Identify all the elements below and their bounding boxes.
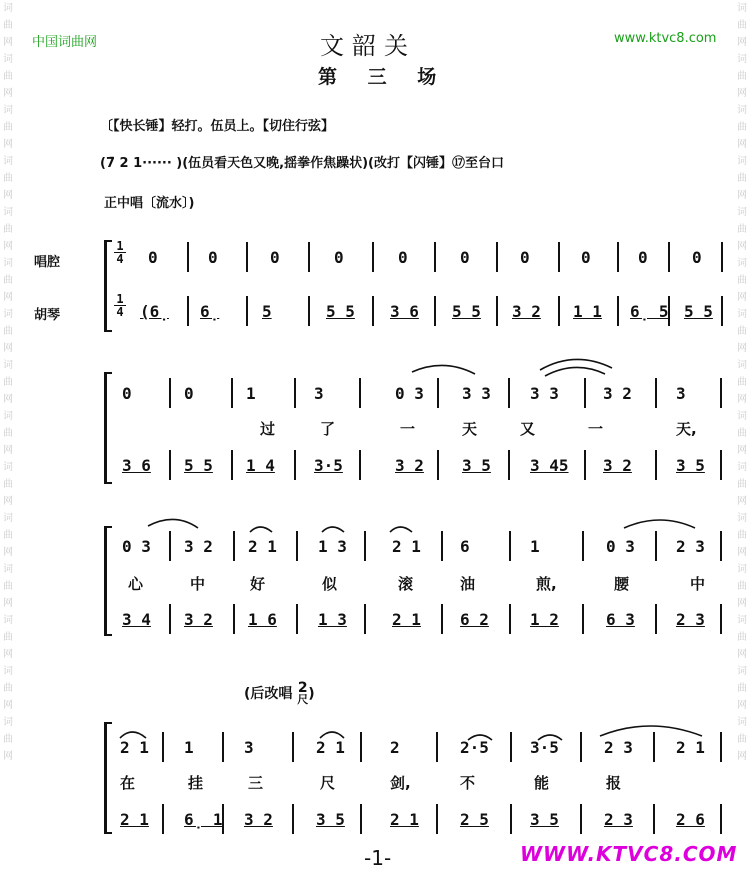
watermark-glyph: 曲 [737,428,747,439]
voice-note: 3 [244,738,254,757]
huqin-note: 3 45 [530,456,569,475]
watermark-glyph: 词 [737,513,747,524]
watermark-glyph: 网 [737,598,747,609]
watermark-glyph: 词 [737,411,747,422]
huqin-note: 1 4 [246,456,275,475]
voice-note: 0 [122,384,132,403]
watermark-glyph: 词 [3,666,13,677]
watermark-glyph: 词 [737,105,747,116]
watermark-glyph: 词 [3,309,13,320]
watermark-glyph: 曲 [737,377,747,388]
watermark-glyph: 词 [737,156,747,167]
watermark-glyph: 词 [737,207,747,218]
huqin-note: 2 1 [120,810,149,829]
huqin-note: 3 5 [462,456,491,475]
huqin-note: 2 3 [604,810,633,829]
slur [624,520,695,528]
watermark-glyph: 词 [3,360,13,371]
huqin-note: 3 5 [530,810,559,829]
huqin-note: 1 2 [530,610,559,629]
watermark-glyph: 词 [737,54,747,65]
lyric-char: 煎, [536,575,557,593]
voice-note: 2 1 [316,738,345,757]
watermark-glyph: 曲 [3,428,13,439]
watermark-glyph: 词 [737,258,747,269]
watermark-glyph: 曲 [737,224,747,235]
voice-note: 1 [184,738,194,757]
watermark-glyph: 曲 [3,20,13,31]
watermark-glyph: 网 [737,343,747,354]
watermark-glyph: 曲 [3,377,13,388]
watermark-glyph: 网 [737,88,747,99]
huqin-note: 3·5 [314,456,343,475]
huqin-note: 5 5 [184,456,213,475]
lyric-char: 似 [322,575,338,593]
lyric-char: 能 [534,774,550,792]
huqin-note: 3 2 [512,302,541,321]
voice-note: 2 1 [248,537,277,556]
watermark-glyph: 网 [737,649,747,660]
watermark-glyph: 网 [3,649,13,660]
voice-note: 0 [270,248,280,267]
watermark-glyph: 词 [3,717,13,728]
lyric-char: 一 [588,420,604,438]
huqin-note: 2 1 [392,610,421,629]
voice-note: 6 [460,537,470,556]
voice-note: 3 [314,384,324,403]
slur [545,367,605,376]
watermark-glyph: 曲 [3,479,13,490]
voice-note: 2 1 [120,738,149,757]
huqin-note: 3 6 [390,302,419,321]
watermark-glyph: 网 [737,139,747,150]
watermark-glyph: 网 [3,751,13,762]
voice-note: 0 3 [122,537,151,556]
watermark-glyph: 网 [737,241,747,252]
watermark-glyph: 曲 [3,275,13,286]
slur [120,732,146,738]
huqin-note: 3 2 [603,456,632,475]
voice-note: 3·5 [530,738,559,757]
watermark-glyph: 网 [3,700,13,711]
watermark-glyph: 网 [737,496,747,507]
slur [320,732,344,738]
huqin-note: 6̣ [200,302,220,321]
site-url-right: www.ktvc8.com [614,31,717,46]
voice-note: 1 [246,384,256,403]
watermark-glyph: 网 [737,700,747,711]
watermark-glyph: 词 [3,564,13,575]
watermark-glyph: 网 [3,445,13,456]
watermark-glyph: 网 [3,292,13,303]
huqin-note: 5 5 [684,302,713,321]
watermark-glyph: 词 [3,54,13,65]
voice-note: 0 [398,248,408,267]
huqin-note: 6 3 [606,610,635,629]
slur [322,527,344,532]
watermark-glyph: 曲 [737,530,747,541]
site-name-left: 中国词曲网 [32,35,98,50]
lyric-char: 中 [690,575,706,593]
watermark-glyph: 曲 [3,734,13,745]
slur [412,365,475,374]
voice-note: 0 [638,248,648,267]
watermark-glyph: 网 [3,343,13,354]
voice-note: 2 3 [676,537,705,556]
watermark-glyph: 曲 [737,71,747,82]
watermark-glyph: 曲 [737,632,747,643]
voice-note: 0 [148,248,158,267]
watermark-glyph: 网 [3,598,13,609]
voice-note: 3 3 [462,384,491,403]
watermark-glyph: 网 [737,394,747,405]
voice-note: 2 1 [392,537,421,556]
voice-note: 0 [460,248,470,267]
voice-note: 3 2 [603,384,632,403]
watermark-glyph: 词 [3,411,13,422]
huqin-note: 3 4 [122,610,151,629]
voice-note: 1 3 [318,537,347,556]
watermark-glyph: 网 [737,37,747,48]
page-subtitle: 第 三 场 [318,66,449,88]
voice-part-label: 唱腔 [34,255,61,270]
watermark-glyph: 曲 [737,479,747,490]
slur [538,735,562,740]
footer-url: WWW.KTVC8.COM [520,842,738,866]
time-signature-voice: 1 4 [114,240,126,265]
watermark-glyph: 曲 [3,71,13,82]
huqin-note: 6 2 [460,610,489,629]
watermark-glyph: 词 [3,207,13,218]
voice-note: 2 [390,738,400,757]
lyric-char: 好 [250,575,266,593]
voice-note: 3 2 [184,537,213,556]
lyric-char: 一 [400,420,416,438]
huqin-note: 2 6 [676,810,705,829]
huqin-note: 5 [262,302,272,321]
lyric-char: 油 [460,575,476,593]
alt-singing-note: (后改唱 2 尺 ) [244,680,315,706]
stage-direction-1: 〔【快长锤】轻打。伍员上。【切住行弦】 [100,119,335,134]
slur [250,527,272,532]
watermark-glyph: 曲 [737,173,747,184]
voice-note: 0 [520,248,530,267]
slur [540,359,612,370]
stage-direction-3: 正中唱〔流水〕) [104,196,195,211]
huqin-note: 5 5 [452,302,481,321]
lyric-char: 报 [606,774,622,792]
voice-note: 2·5 [460,738,489,757]
watermark-glyph: 曲 [3,632,13,643]
voice-note: 1 [530,537,540,556]
watermark-glyph: 曲 [3,173,13,184]
lyric-char: 天, [676,420,697,438]
huqin-note: 6̣ 5 [630,302,669,321]
huqin-note: 5 5 [326,302,355,321]
lyric-char: 尺 [320,774,336,792]
huqin-note: 1 3 [318,610,347,629]
watermark-glyph: 词 [737,564,747,575]
lyric-char: 了 [320,420,336,438]
lyric-char: 在 [120,774,136,792]
slur [390,527,412,532]
watermark-glyph: 网 [737,190,747,201]
watermark-glyph: 词 [737,309,747,320]
watermark-glyph: 词 [737,360,747,371]
lyric-char: 腰 [614,575,630,593]
watermark-glyph: 词 [737,615,747,626]
huqin-note: 3 2 [244,810,273,829]
slur [600,726,702,736]
watermark-glyph: 词 [3,462,13,473]
watermark-glyph: 词 [3,156,13,167]
huqin-note: 1 1 [573,302,602,321]
voice-note: 3 3 [530,384,559,403]
watermark-glyph: 曲 [737,275,747,286]
huqin-note: 3 5 [316,810,345,829]
voice-note: 0 3 [606,537,635,556]
huqin-note: 2 5 [460,810,489,829]
watermark-glyph: 词 [3,513,13,524]
huqin-note: 3 2 [395,456,424,475]
lyric-char: 三 [248,774,264,792]
watermark-glyph: 曲 [3,122,13,133]
watermark-glyph: 网 [3,37,13,48]
lyric-char: 滚 [398,575,414,593]
watermark-glyph: 词 [3,3,13,14]
watermark-glyph: 曲 [3,326,13,337]
watermark-glyph: 网 [3,547,13,558]
huqin-note: 2 3 [676,610,705,629]
voice-note: 2 1 [676,738,705,757]
time-signature-huqin: 1 4 [114,293,126,318]
watermark-glyph: 词 [737,717,747,728]
lyric-char: 中 [190,575,206,593]
slur [148,519,198,528]
voice-note: 0 [334,248,344,267]
lyric-char: 心 [128,575,144,593]
watermark-glyph: 曲 [737,683,747,694]
huqin-note: (6̣ [140,302,169,321]
watermark-glyph: 词 [3,258,13,269]
huqin-note: 1 6 [248,610,277,629]
watermark-glyph: 词 [3,105,13,116]
voice-note: 3 [676,384,686,403]
huqin-note: 2 1 [390,810,419,829]
watermark-glyph: 网 [737,547,747,558]
watermark-glyph: 曲 [3,683,13,694]
huqin-part-label: 胡琴 [34,308,61,323]
watermark-glyph: 词 [737,462,747,473]
watermark-glyph: 曲 [737,581,747,592]
huqin-note: 6̣ 1 [184,810,223,829]
lyric-char: 挂 [188,774,204,792]
page-title: 文韶关 [320,32,416,60]
voice-note: 0 [692,248,702,267]
watermark-glyph: 网 [3,394,13,405]
watermark-glyph: 曲 [3,581,13,592]
watermark-glyph: 网 [3,139,13,150]
slur [468,735,492,740]
huqin-note: 3 5 [676,456,705,475]
watermark-glyph: 网 [3,190,13,201]
watermark-glyph: 网 [3,496,13,507]
watermark-glyph: 网 [737,751,747,762]
stage-direction-2: (7̄ 2 1······ )(伍员看天色又晚,揺拳作焦躁状)(改打【闪锤】⑰至台口 [100,156,504,171]
voice-note: 0 [208,248,218,267]
watermark-glyph: 网 [3,241,13,252]
watermark-glyph: 词 [737,3,747,14]
lyric-char: 不 [460,774,476,792]
lyric-char: 剑, [390,774,411,792]
lyric-char: 天 [462,420,478,438]
watermark-glyph: 曲 [3,224,13,235]
lyric-char: 又 [520,420,536,438]
lyric-char: 过 [260,420,276,438]
huqin-note: 3 2 [184,610,213,629]
watermark-glyph: 词 [737,666,747,677]
watermark-glyph: 网 [737,445,747,456]
huqin-note: 3 6 [122,456,151,475]
watermark-glyph: 曲 [737,734,747,745]
watermark-glyph: 网 [737,292,747,303]
page-number: -1- [364,846,392,870]
watermark-glyph: 曲 [737,326,747,337]
voice-note: 2 3 [604,738,633,757]
voice-note: 0 [581,248,591,267]
watermark-glyph: 词 [3,615,13,626]
voice-note: 0 [184,384,194,403]
watermark-glyph: 网 [3,88,13,99]
watermark-glyph: 曲 [737,20,747,31]
watermark-glyph: 曲 [737,122,747,133]
watermark-glyph: 曲 [3,530,13,541]
voice-note: 0 3 [395,384,424,403]
